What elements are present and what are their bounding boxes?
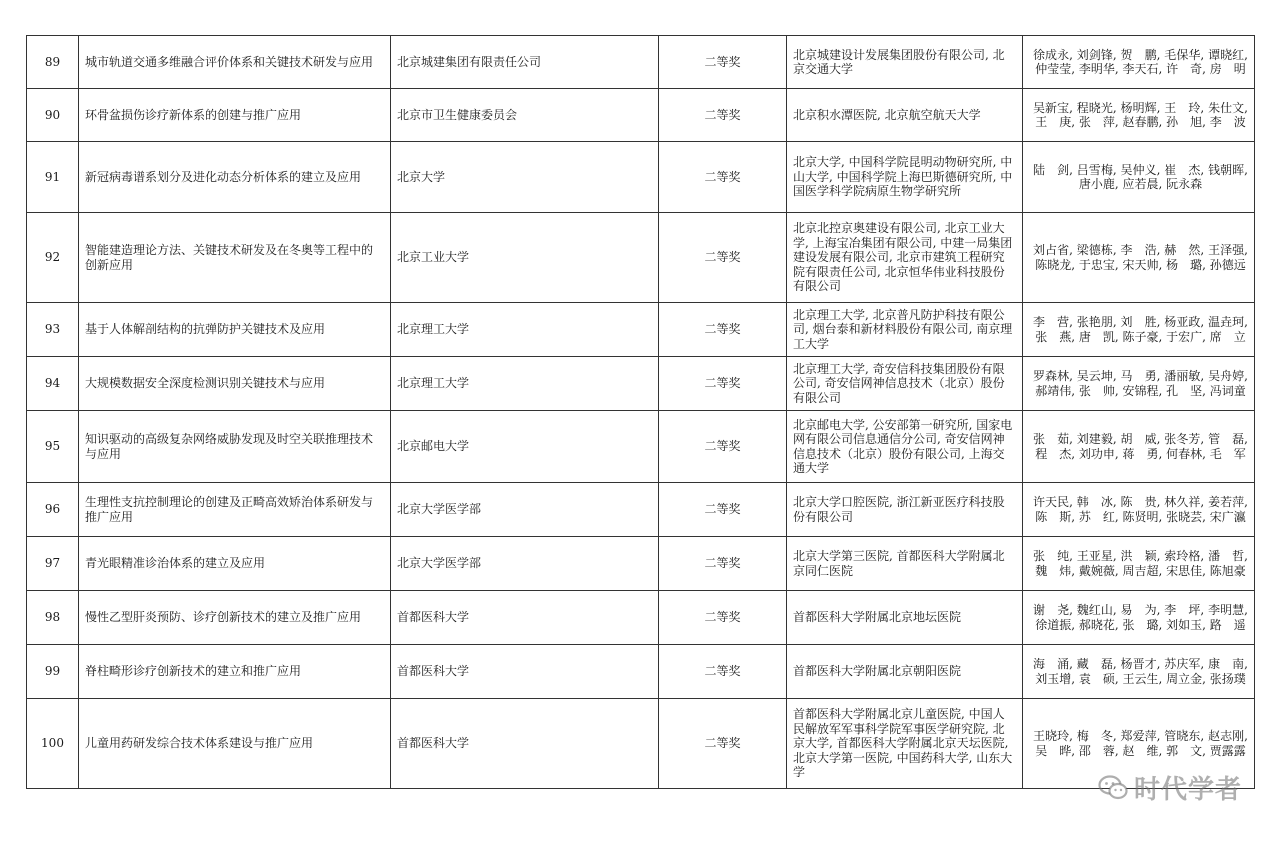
project-name: 生理性支抗控制理论的创建及正畸高效矫治体系研发与推广应用: [79, 483, 391, 537]
wechat-icon: [1098, 775, 1128, 801]
completing-people: 刘占省, 梁德栋, 李 浩, 赫 然, 王泽强, 陈晓龙, 于忠宝, 宋天帅, 杨 璐, 孙德远: [1023, 213, 1255, 303]
table-row: [27, 142, 1255, 213]
award-grade: 二等奖: [659, 411, 787, 483]
project-name: 城市轨道交通多维融合评价体系和关键技术研发与应用: [79, 36, 391, 89]
nominating-unit: 北京工业大学: [391, 213, 659, 303]
completing-people: 徐成永, 刘剑锋, 贺 鹏, 毛保华, 谭晓红, 仲莹莹, 李明华, 李天石, 许 奇, 房 明: [1023, 36, 1255, 89]
completing-people: 陆 剑, 吕雪梅, 吴仲义, 崔 杰, 钱朝晖, 唐小鹿, 应若晨, 阮永森: [1023, 142, 1255, 213]
completing-units: 北京理工大学, 北京普凡防护科技有限公司, 烟台泰和新材料股份有限公司, 南京理工大学: [787, 303, 1023, 357]
completing-units: 北京北控京奥建设有限公司, 北京工业大学, 上海宝冶集团有限公司, 中建一局集团建设发展有限公司, 北京市建筑工程研究院有限责任公司, 北京恒华伟业科技股份有限公司: [787, 213, 1023, 303]
award-grade: 二等奖: [659, 699, 787, 789]
award-grade: 二等奖: [659, 591, 787, 645]
completing-people: 海 涌, 藏 磊, 杨晋才, 苏庆军, 康 南, 刘玉增, 袁 硕, 王云生, 周立金, 张扬璞: [1023, 645, 1255, 699]
project-name: 基于人体解剖结构的抗弹防护关键技术及应用: [79, 303, 391, 357]
nominating-unit: 首都医科大学: [391, 699, 659, 789]
row-number: 98: [27, 591, 79, 645]
row-number: 99: [27, 645, 79, 699]
table-row: [27, 645, 1255, 699]
award-grade: 二等奖: [659, 483, 787, 537]
table-row: [27, 303, 1255, 357]
watermark: [1098, 769, 1242, 806]
table-row: [27, 357, 1255, 411]
row-number: 95: [27, 411, 79, 483]
table-row: [27, 699, 1255, 789]
project-name: 脊柱畸形诊疗创新技术的建立和推广应用: [79, 645, 391, 699]
completing-units: 北京大学, 中国科学院昆明动物研究所, 中山大学, 中国科学院上海巴斯德研究所, 中国医学科学院病原生物学研究所: [787, 142, 1023, 213]
row-number: 93: [27, 303, 79, 357]
project-name: 大规模数据安全深度检测识别关键技术与应用: [79, 357, 391, 411]
table-row: [27, 483, 1255, 537]
award-grade: 二等奖: [659, 537, 787, 591]
table-row: [27, 411, 1255, 483]
completing-people: 张 纯, 王亚星, 洪 颖, 索玲格, 潘 哲, 魏 炜, 戴婉薇, 周吉超, 宋思佳, 陈旭豪: [1023, 537, 1255, 591]
completing-units: 北京大学第三医院, 首都医科大学附属北京同仁医院: [787, 537, 1023, 591]
award-grade: 二等奖: [659, 357, 787, 411]
table-row: [27, 89, 1255, 142]
nominating-unit: 北京大学医学部: [391, 537, 659, 591]
table-row: [27, 537, 1255, 591]
project-name: 智能建造理论方法、关键技术研发及在冬奥等工程中的创新应用: [79, 213, 391, 303]
award-grade: 二等奖: [659, 36, 787, 89]
completing-people: 吴新宝, 程晓光, 杨明辉, 王 玲, 朱仕文, 王 庚, 张 萍, 赵春鹏, 孙 旭, 李 波: [1023, 89, 1255, 142]
project-name: 慢性乙型肝炎预防、诊疗创新技术的建立及推广应用: [79, 591, 391, 645]
completing-units: 北京大学口腔医院, 浙江新亚医疗科技股份有限公司: [787, 483, 1023, 537]
completing-people: 张 茹, 刘建毅, 胡 威, 张冬芳, 管 磊, 程 杰, 刘功申, 蒋 勇, 何春林, 毛 军: [1023, 411, 1255, 483]
nominating-unit: 北京理工大学: [391, 357, 659, 411]
completing-units: 首都医科大学附属北京地坛医院: [787, 591, 1023, 645]
nominating-unit: 北京城建集团有限责任公司: [391, 36, 659, 89]
award-grade: 二等奖: [659, 142, 787, 213]
completing-people: 李 营, 张艳朋, 刘 胜, 杨亚政, 温垚珂, 张 燕, 唐 凯, 陈子豪, 于宏广, 席 立: [1023, 303, 1255, 357]
project-name: 青光眼精准诊治体系的建立及应用: [79, 537, 391, 591]
completing-people: 谢 尧, 魏红山, 易 为, 李 坪, 李明慧, 徐道振, 郝晓花, 张 璐, 刘如玉, 路 遥: [1023, 591, 1255, 645]
table-row: [27, 591, 1255, 645]
completing-units: 北京理工大学, 奇安信科技集团股份有限公司, 奇安信网神信息技术（北京）股份有限公司: [787, 357, 1023, 411]
row-number: 90: [27, 89, 79, 142]
project-name: 儿童用药研发综合技术体系建设与推广应用: [79, 699, 391, 789]
completing-units: 首都医科大学附属北京儿童医院, 中国人民解放军军事科学院军事医学研究院, 北京大学, 首都医科大学附属北京天坛医院, 北京大学第一医院, 中国药科大学, 山东大学: [787, 699, 1023, 789]
table-row: [27, 213, 1255, 303]
row-number: 100: [27, 699, 79, 789]
completing-people: 罗森林, 吴云坤, 马 勇, 潘丽敏, 吴舟婷, 郝靖伟, 张 帅, 安锦程, 孔 坚, 冯词童: [1023, 357, 1255, 411]
nominating-unit: 北京大学医学部: [391, 483, 659, 537]
award-grade: 二等奖: [659, 89, 787, 142]
completing-people: 王晓玲, 梅 冬, 郑爱萍, 管晓东, 赵志刚, 吴 晔, 邵 蓉, 赵 维, 郭 文, 贾露露: [1023, 699, 1255, 789]
project-name: 环骨盆损伤诊疗新体系的创建与推广应用: [79, 89, 391, 142]
completing-units: 北京积水潭医院, 北京航空航天大学: [787, 89, 1023, 142]
completing-people: 许天民, 韩 冰, 陈 贵, 林久祥, 姜若萍, 陈 斯, 苏 红, 陈贤明, 张晓芸, 宋广瀛: [1023, 483, 1255, 537]
nominating-unit: 北京大学: [391, 142, 659, 213]
row-number: 94: [27, 357, 79, 411]
watermark-text: 时代学者: [1133, 775, 1242, 805]
row-number: 97: [27, 537, 79, 591]
award-grade: 二等奖: [659, 645, 787, 699]
nominating-unit: 北京市卫生健康委员会: [391, 89, 659, 142]
completing-units: 北京邮电大学, 公安部第一研究所, 国家电网有限公司信息通信分公司, 奇安信网神信息技术（北京）股份有限公司, 上海交通大学: [787, 411, 1023, 483]
row-number: 89: [27, 36, 79, 89]
row-number: 96: [27, 483, 79, 537]
nominating-unit: 首都医科大学: [391, 645, 659, 699]
award-table-body: [27, 36, 1255, 789]
nominating-unit: 北京邮电大学: [391, 411, 659, 483]
award-table: [26, 35, 1255, 789]
award-grade: 二等奖: [659, 213, 787, 303]
row-number: 92: [27, 213, 79, 303]
row-number: 91: [27, 142, 79, 213]
completing-units: 北京城建设计发展集团股份有限公司, 北京交通大学: [787, 36, 1023, 89]
award-grade: 二等奖: [659, 303, 787, 357]
table-row: [27, 36, 1255, 89]
nominating-unit: 首都医科大学: [391, 591, 659, 645]
completing-units: 首都医科大学附属北京朝阳医院: [787, 645, 1023, 699]
project-name: 新冠病毒谱系划分及进化动态分析体系的建立及应用: [79, 142, 391, 213]
project-name: 知识驱动的高级复杂网络威胁发现及时空关联推理技术与应用: [79, 411, 391, 483]
nominating-unit: 北京理工大学: [391, 303, 659, 357]
